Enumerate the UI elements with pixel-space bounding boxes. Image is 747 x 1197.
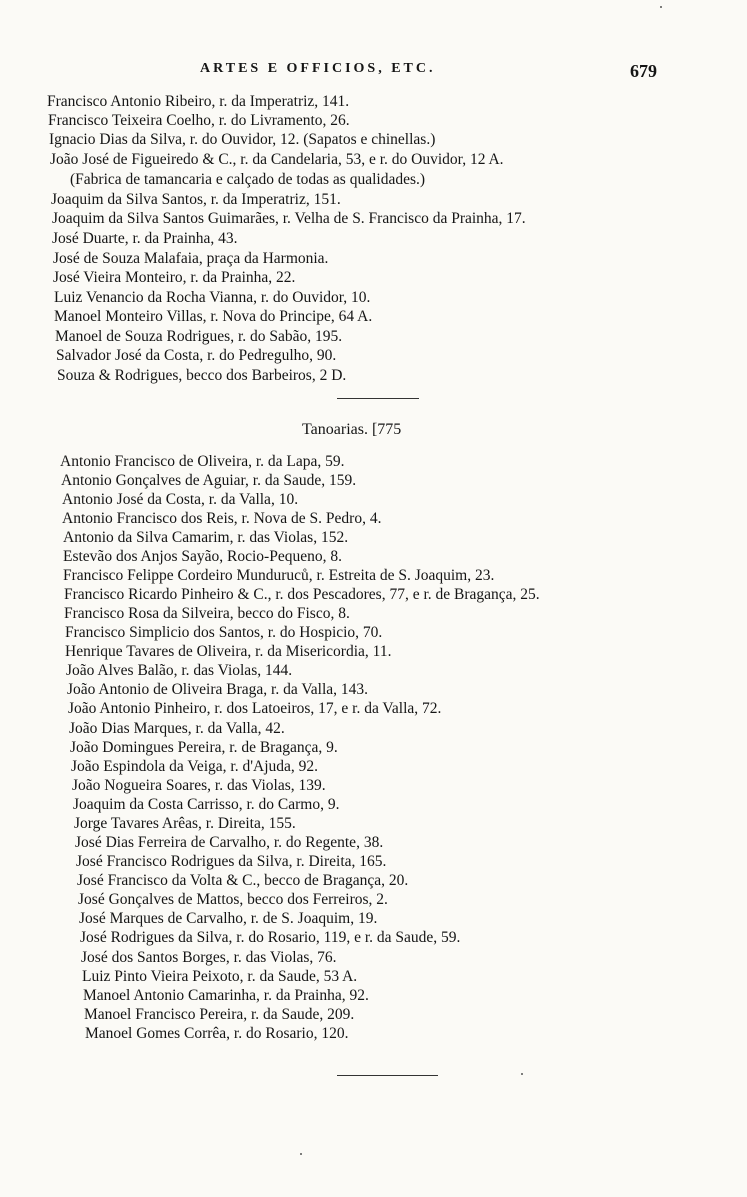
list-item: João Domingues Pereira, r. de Bragança, 9. xyxy=(70,739,338,756)
list-item: José Duarte, r. da Prainha, 43. xyxy=(52,230,238,247)
list-item: João Nogueira Soares, r. das Violas, 139. xyxy=(72,777,326,794)
list-item: João Dias Marques, r. da Valla, 42. xyxy=(69,720,285,737)
list-item: Ignacio Dias da Silva, r. do Ouvidor, 12. (Sapatos e chinellas.) xyxy=(49,131,436,148)
list-item: Francisco Ricardo Pinheiro & C., r. dos Pescadores, 77, e r. de Bragança, 25. xyxy=(64,586,540,603)
list-item: Salvador José da Costa, r. do Pedregulho, 90. xyxy=(56,347,337,364)
list-item: Francisco Rosa da Silveira, becco do Fisco, 8. xyxy=(64,605,350,622)
list-item: Antonio Francisco de Oliveira, r. da Lapa, 59. xyxy=(60,453,345,470)
list-item: João Espindola da Veiga, r. d'Ajuda, 92. xyxy=(71,758,319,775)
list-item: Manoel Gomes Corrêa, r. do Rosario, 120. xyxy=(85,1025,349,1042)
list-item: Jorge Tavares Arêas, r. Direita, 155. xyxy=(74,815,296,832)
list-item: Francisco Teixeira Coelho, r. do Livramento, 26. xyxy=(48,112,350,129)
list-item: João Antonio Pinheiro, r. dos Latoeiros, 17, e r. da Valla, 72. xyxy=(68,700,442,717)
list-item: José Rodrigues da Silva, r. do Rosario, 119, e r. da Saude, 59. xyxy=(80,929,461,946)
list-item: Manoel Antonio Camarinha, r. da Prainha, 92. xyxy=(83,987,369,1004)
list-item: Manoel Francisco Pereira, r. da Saude, 209. xyxy=(84,1006,355,1023)
list-item: Antonio da Silva Camarim, r. das Violas, 152. xyxy=(63,529,349,546)
list-item: Luiz Pinto Vieira Peixoto, r. da Saude, 53 A. xyxy=(82,968,358,985)
list-item: José Marques de Carvalho, r. de S. Joaquim, 19. xyxy=(79,910,378,927)
list-item: José dos Santos Borges, r. das Violas, 76. xyxy=(81,949,337,966)
list-item: Francisco Antonio Ribeiro, r. da Imperatriz, 141. xyxy=(47,93,350,110)
list-item: Manoel Monteiro Villas, r. Nova do Principe, 64 A. xyxy=(54,308,373,325)
list-item: José Francisco Rodrigues da Silva, r. Direita, 165. xyxy=(76,853,387,870)
list-item: Joaquim da Silva Santos Guimarães, r. Velha de S. Francisco da Prainha, 17. xyxy=(52,210,526,227)
end-divider xyxy=(337,1075,438,1076)
print-speck xyxy=(660,6,662,8)
list-item: João Antonio de Oliveira Braga, r. da Valla, 143. xyxy=(67,681,369,698)
list-item: Antonio Gonçalves de Aguiar, r. da Saude, 159. xyxy=(61,472,357,489)
list-item: Francisco Simplicio dos Santos, r. do Hospicio, 70. xyxy=(65,624,383,641)
page-number: 679 xyxy=(630,61,657,81)
page-heading: ARTES E OFFICIOS, ETC. xyxy=(200,61,436,76)
list-item: Joaquim da Costa Carrisso, r. do Carmo, 9. xyxy=(73,796,340,813)
list-item: José de Souza Malafaia, praça da Harmonia. xyxy=(53,250,329,267)
list-item: Souza & Rodrigues, becco dos Barbeiros, 2 D. xyxy=(57,367,347,384)
section-title: Tanoarias. [775 xyxy=(302,421,402,438)
print-speck xyxy=(300,1153,302,1155)
print-speck xyxy=(521,1073,523,1075)
list-item: Manoel de Souza Rodrigues, r. do Sabão, 195. xyxy=(55,328,343,345)
list-item: José Gonçalves de Mattos, becco dos Ferreiros, 2. xyxy=(78,891,388,908)
list-item: Luiz Venancio da Rocha Vianna, r. do Ouvidor, 10. xyxy=(54,289,371,306)
list-item: Henrique Tavares de Oliveira, r. da Misericordia, 11. xyxy=(65,643,392,660)
list-item-note: (Fabrica de tamancaria e calçado de todas as qualidades.) xyxy=(70,171,426,188)
list-item: José Francisco da Volta & C., becco de Bragança, 20. xyxy=(77,872,409,889)
list-item: Estevão dos Anjos Sayão, Rocio-Pequeno, 8. xyxy=(63,548,342,565)
list-item: João Alves Balão, r. das Violas, 144. xyxy=(66,662,293,679)
list-item: Antonio José da Costa, r. da Valla, 10. xyxy=(62,491,299,508)
list-item: José Dias Ferreira de Carvalho, r. do Regente, 38. xyxy=(75,834,384,851)
list-item: José Vieira Monteiro, r. da Prainha, 22. xyxy=(53,269,296,286)
section-divider xyxy=(337,398,419,399)
list-item: Joaquim da Silva Santos, r. da Imperatriz, 151. xyxy=(51,191,341,208)
list-item: Francisco Felippe Cordeiro Munduruců, r. Estreita de S. Joaquim, 23. xyxy=(63,567,495,584)
list-item: Antonio Francisco dos Reis, r. Nova de S. Pedro, 4. xyxy=(62,510,382,527)
list-item: João José de Figueiredo & C., r. da Candelaria, 53, e r. do Ouvidor, 12 A. xyxy=(50,151,504,168)
running-header xyxy=(0,61,747,85)
